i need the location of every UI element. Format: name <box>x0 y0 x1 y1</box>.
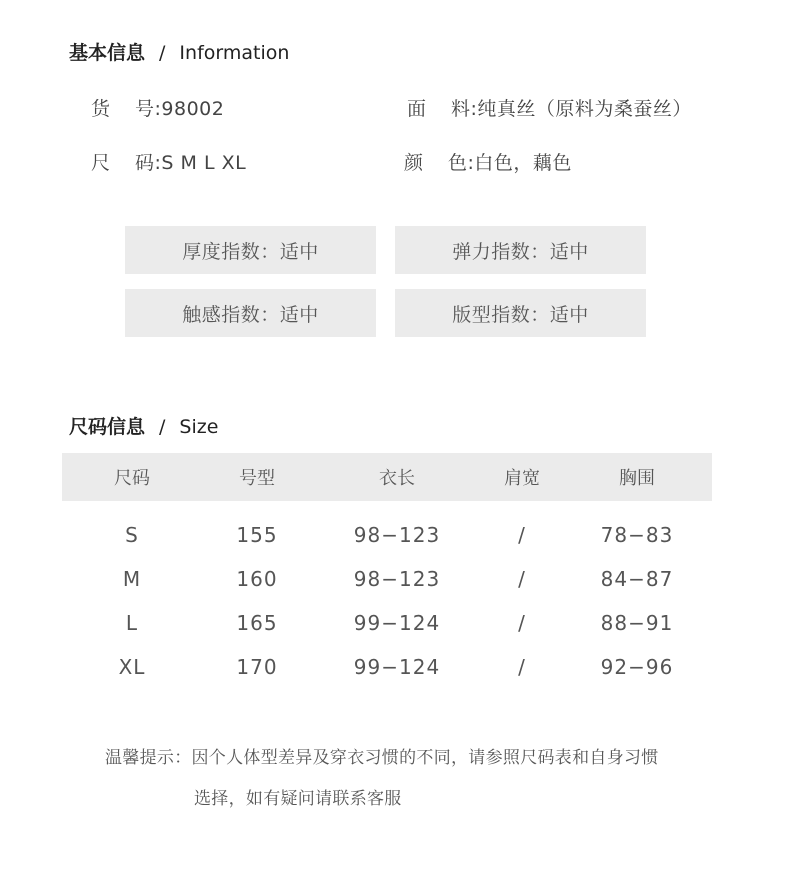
basic-info-title <box>69 38 289 65</box>
tip-line-1 <box>105 743 659 768</box>
header-bust: 胸围 <box>619 468 655 489</box>
elasticity-index: 弹力指数：适中 <box>395 226 646 274</box>
sizes-value: S M L XL <box>161 152 247 174</box>
cell-length: 98−123 <box>353 567 441 591</box>
table-row <box>62 645 712 689</box>
fit-index: 版型指数：适中 <box>395 289 646 337</box>
sizes <box>91 148 246 175</box>
cell-size: XL <box>118 655 146 679</box>
cell-bust: 88−91 <box>600 611 674 635</box>
cell-shoulder: / <box>518 611 526 635</box>
size-table <box>62 453 712 689</box>
item-number <box>91 94 224 121</box>
fabric-value: 纯真丝（原料为桑蚕丝） <box>477 98 692 120</box>
sizes-label-b: 码: <box>135 152 162 174</box>
header-length: 衣长 <box>379 468 415 489</box>
cell-shoulder: / <box>518 523 526 547</box>
fabric <box>407 94 692 121</box>
cell-bust: 92−96 <box>600 655 674 679</box>
cell-shoulder: / <box>518 567 526 591</box>
size-info-title-cn: 尺码信息 <box>69 416 146 438</box>
touch-index: 触感指数：适中 <box>125 289 376 337</box>
colors-value: 白色，藕色 <box>474 152 572 174</box>
tip-text-1: 因个人体型差异及穿衣习惯的不同，请参照尺码表和自身习惯 <box>191 748 659 768</box>
colors-label-a: 颜 <box>404 152 424 174</box>
colors-label-b: 色: <box>448 152 475 174</box>
fabric-label-b: 料: <box>451 98 478 120</box>
colors <box>404 148 572 175</box>
header-shoulder: 肩宽 <box>504 468 540 489</box>
cell-length: 99−124 <box>353 611 441 635</box>
thickness-index: 厚度指数：适中 <box>125 226 376 274</box>
basic-info-title-cn: 基本信息 <box>69 42 146 64</box>
tip-label: 温馨提示： <box>105 748 192 768</box>
cell-model: 170 <box>236 655 278 679</box>
cell-length: 98−123 <box>353 523 441 547</box>
item-number-label-a: 货 <box>91 98 111 120</box>
table-row <box>62 601 712 645</box>
fabric-label-a: 面 <box>407 98 427 120</box>
tip-line-2: 选择，如有疑问请联系客服 <box>194 789 402 809</box>
item-number-label-b: 号: <box>135 98 162 120</box>
basic-info-title-en: Information <box>179 42 290 64</box>
title-separator: / <box>159 42 166 64</box>
cell-size: M <box>122 567 142 591</box>
cell-model: 165 <box>236 611 278 635</box>
cell-size: L <box>125 611 139 635</box>
cell-bust: 84−87 <box>600 567 674 591</box>
cell-bust: 78−83 <box>600 523 674 547</box>
table-row <box>62 513 712 557</box>
cell-size: S <box>125 523 139 547</box>
size-table-header <box>62 453 712 501</box>
sizes-label-a: 尺 <box>91 152 111 174</box>
cell-model: 155 <box>236 523 278 547</box>
cell-shoulder: / <box>518 655 526 679</box>
cell-model: 160 <box>236 567 278 591</box>
size-info-title-en: Size <box>179 416 219 438</box>
header-model: 号型 <box>239 468 275 489</box>
title-separator: / <box>159 416 166 438</box>
item-number-value: 98002 <box>161 98 225 120</box>
cell-length: 99−124 <box>353 655 441 679</box>
size-info-title <box>69 412 218 439</box>
table-row <box>62 557 712 601</box>
header-size: 尺码 <box>114 468 150 489</box>
